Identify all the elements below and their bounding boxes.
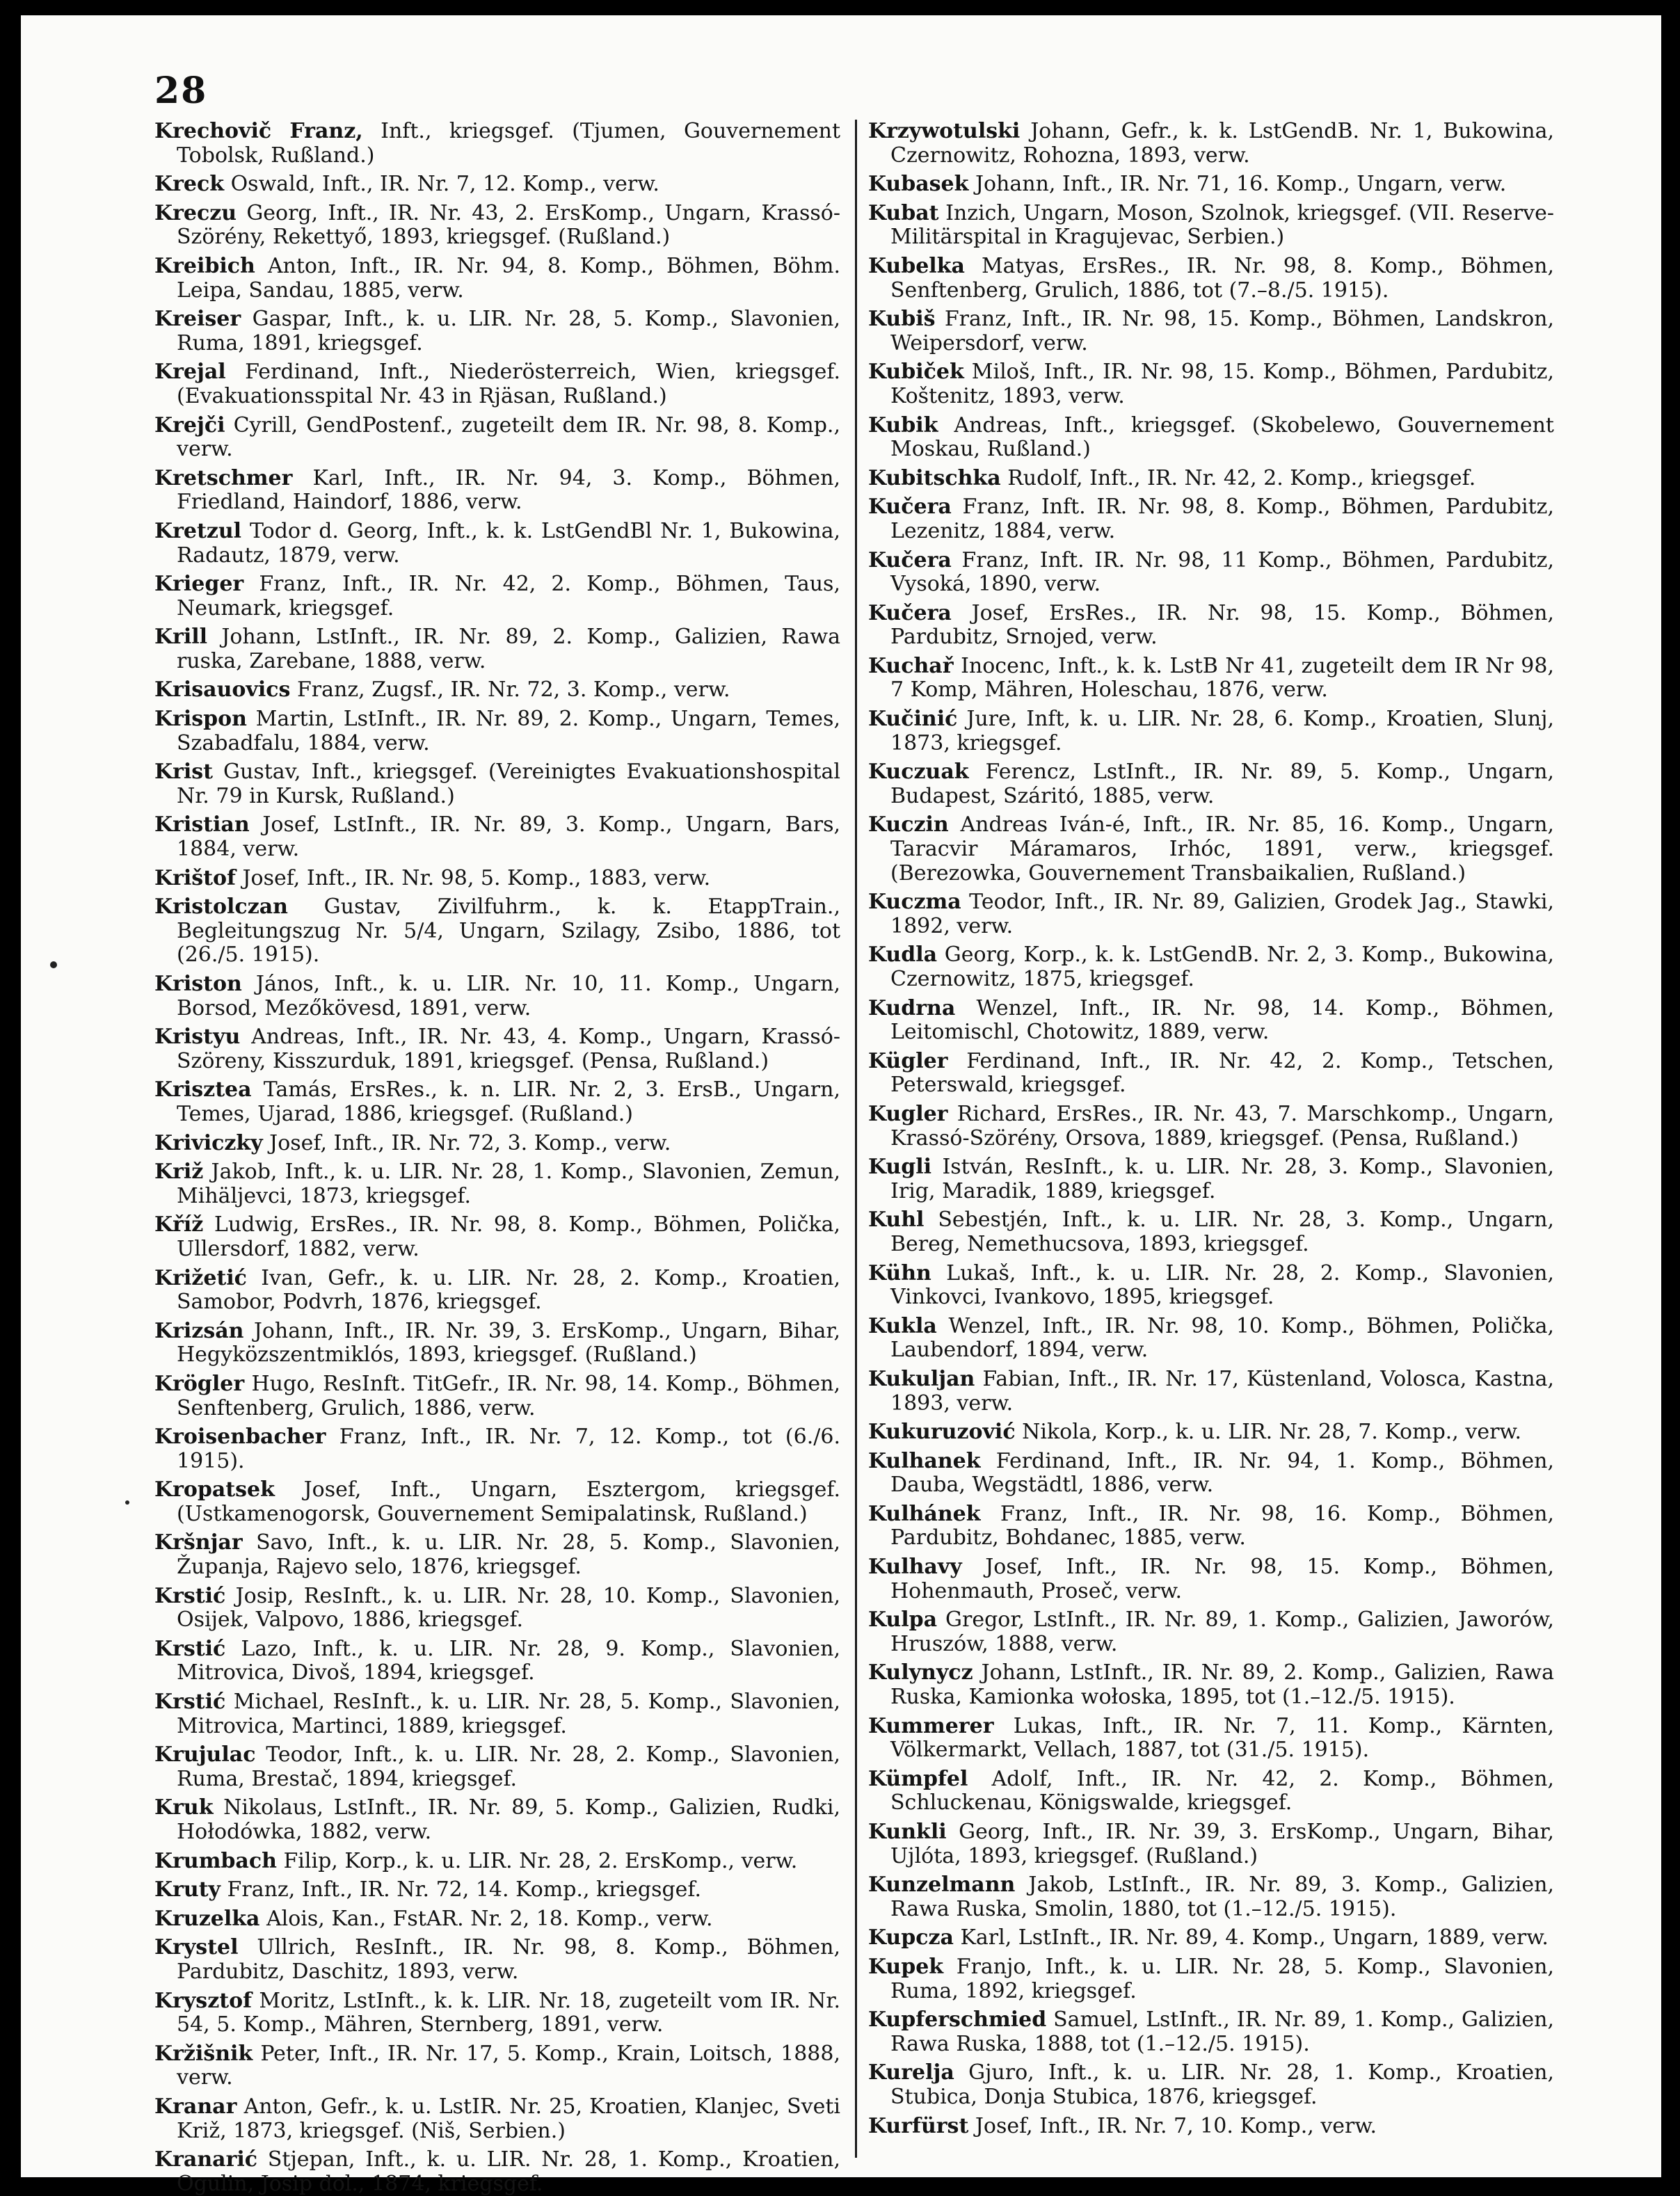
list-entry (868, 813, 1554, 885)
entry-surname: Kriston (154, 972, 242, 996)
entry-surname: Kunkli (868, 1820, 947, 1844)
entry-surname: Kučinić (868, 707, 958, 732)
list-entry (868, 307, 1554, 355)
list-entry (154, 467, 840, 515)
entry-surname: Kukuruzović (868, 1420, 1016, 1445)
entry-surname: Kreibich (154, 253, 255, 278)
list-entry (154, 1850, 840, 1874)
list-entry (154, 1160, 840, 1208)
list-entry (868, 890, 1554, 938)
entry-surname: Kříž (154, 1212, 204, 1237)
list-entry (868, 1955, 1554, 2003)
entry-surname: Kristolczan (154, 895, 288, 920)
entry-details: Andreas, Inft., IR. Nr. 43, 4. Komp., Ungarn, Krassó-Szöreny, Kisszurduk, 1891, kriegsgef. (Pensa, Rußland.) (177, 1025, 840, 1073)
page-number: 28 (154, 70, 208, 112)
entry-surname: Kretschmer (154, 465, 293, 490)
entry-surname: Kreiser (154, 307, 241, 332)
entry-details: Franz, Zugsf., IR. Nr. 72, 3. Komp., verw. (296, 678, 730, 703)
entry-surname: Kubasek (868, 172, 969, 197)
entry-surname: Kučera (868, 600, 952, 625)
entry-details: Ludwig, ErsRes., IR. Nr. 98, 8. Komp., Böhmen, Polička, Ullersdorf, 1882, verw. (177, 1212, 840, 1261)
entry-surname: Kuczma (868, 890, 961, 915)
entry-details: Adolf, Inft., IR. Nr. 42, 2. Komp., Böhmen, Schluckenau, Königswalde, kriegsgef. (890, 1766, 1554, 1816)
entry-surname: Kubat (868, 200, 939, 225)
entry-details: Samuel, LstInft., IR. Nr. 89, 1. Komp., Galizien, Rawa Ruska, 1888, tot (1.–12./5. 1915). (890, 2007, 1554, 2056)
entry-details: Tamás, ErsRes., k. n. LIR. Nr. 2, 3. ErsB., Ungarn, Temes, Ujarad, 1886, kriegsgef. (Rußland.) (177, 1077, 840, 1126)
entry-details: Andreas Iván-é, Inft., IR. Nr. 85, 16. Komp., Ungarn, Taracvir Máramaros, Irhóc, 1891, verw., kriegsgef. (Berezowka, Gouvernement Transbaikalien, Rußland.) (890, 812, 1554, 885)
entry-details: Franz, Inft., IR. Nr. 42, 2. Komp., Böhmen, Taus, Neumark, kriegsgef. (177, 572, 840, 620)
scan-speck (50, 961, 57, 968)
list-entry (868, 1555, 1554, 1603)
entry-details: Jakob, Inft., k. u. LIR. Nr. 28, 1. Komp., Slavonien, Zemun, Mihäljevci, 1873, kriegsgef. (177, 1160, 840, 1208)
entry-details: Inocenc, Inft., k. k. LstB Nr 41, zugeteilt dem IR Nr 98, 7 Komp, Mähren, Holeschau, 1876, verw. (890, 653, 1554, 703)
entry-details: Lukas, Inft., IR. Nr. 7, 11. Komp., Kärnten, Völkermarkt, Vellach, 1887, tot (31./5. 1915). (890, 1713, 1554, 1763)
list-entry (154, 1531, 840, 1579)
list-entry (868, 602, 1554, 650)
list-entry (868, 1873, 1554, 1921)
entry-surname: Kristyu (154, 1025, 241, 1050)
list-entry (868, 1768, 1554, 1816)
list-entry (154, 972, 840, 1020)
list-entry (868, 1262, 1554, 1310)
entry-details: János, Inft., k. u. LIR. Nr. 10, 11. Komp., Ungarn, Borsod, Mezőkövesd, 1891, verw. (177, 972, 840, 1020)
entry-surname: Kubitschka (868, 465, 1001, 490)
entry-surname: Kruzelka (154, 1906, 260, 1931)
entry-details: Josip, ResInft., k. u. LIR. Nr. 28, 10. Komp., Slavonien, Osijek, Valpovo, 1886, kriegsgef. (177, 1583, 840, 1633)
list-entry (154, 1372, 840, 1420)
entry-details: Franz, Inft., IR. Nr. 98, 15. Komp., Böhmen, Landskron, Weipersdorf, verw. (890, 307, 1555, 355)
entry-details: Gregor, LstInft., IR. Nr. 89, 1. Komp., Galizien, Jaworów, Hruszów, 1888, verw. (890, 1608, 1554, 1656)
list-entry (868, 997, 1554, 1045)
entry-details: Todor d. Georg, Inft., k. k. LstGendBl Nr. 1, Bukowina, Radautz, 1879, verw. (177, 518, 840, 568)
list-entry (868, 1103, 1554, 1151)
list-entry (154, 1585, 840, 1633)
list-entry (868, 1208, 1554, 1256)
entry-details: Lazo, Inft., k. u. LIR. Nr. 28, 9. Komp., Slavonien, Mitrovica, Divoš, 1894, kriegsgef. (177, 1636, 840, 1685)
entry-details: Peter, Inft., IR. Nr. 17, 5. Komp., Krain, Loitsch, 1888, verw. (177, 2041, 840, 2090)
list-entry (154, 1690, 840, 1738)
entry-details: Franz, Inft., IR. Nr. 98, 16. Komp., Böhmen, Pardubitz, Bohdanec, 1885, verw. (890, 1501, 1554, 1550)
entry-details: Josef, Inft., IR. Nr. 7, 10. Komp., verw. (975, 2113, 1377, 2138)
entry-surname: Kurelja (868, 2060, 954, 2085)
entry-surname: Kranarić (154, 2147, 258, 2172)
scan-speck (125, 1500, 129, 1505)
list-entry (868, 707, 1554, 755)
entry-details: Ullrich, ResInft., IR. Nr. 98, 8. Komp., Böhmen, Pardubitz, Daschitz, 1893, verw. (177, 1935, 840, 1984)
entry-details: Lukaš, Inft., k. u. LIR. Nr. 28, 2. Komp., Slavonien, Vinkovci, Ivankovo, 1895, kriegsgef. (890, 1260, 1554, 1310)
entry-details: Franz, Inft., IR. Nr. 72, 14. Komp., kriegsgef. (227, 1877, 702, 1902)
entry-surname: Kulynycz (868, 1660, 973, 1685)
entry-surname: Kubiš (868, 307, 936, 332)
entry-surname: Krejči (154, 412, 225, 438)
entry-details: Georg, Inft., IR. Nr. 39, 3. ErsKomp., Ungarn, Bihar, Ujlóta, 1893, kriegsgef. (Rußland.) (890, 1820, 1554, 1868)
list-entry (868, 1450, 1554, 1498)
list-entry (868, 255, 1554, 303)
entry-details: Nikola, Korp., k. u. LIR. Nr. 28, 7. Komp., verw. (1022, 1420, 1522, 1445)
entry-details: Johann, Inft., IR. Nr. 71, 16. Komp., Ungarn, verw. (975, 172, 1507, 197)
list-entry (154, 120, 840, 168)
list-entry (868, 1368, 1554, 1416)
entry-details: Matyas, ErsRes., IR. Nr. 98, 8. Komp., Böhmen, Senftenberg, Grulich, 1886, tot (7.–8./5. 1915). (890, 253, 1554, 303)
list-entry (154, 1907, 840, 1932)
entry-details: Inft., kriegsgef. (Tjumen, Gouvernement Tobolsk, Rußland.) (177, 119, 840, 168)
entry-details: Gaspar, Inft., k. u. LIR. Nr. 28, 5. Komp., Slavonien, Ruma, 1891, kriegsgef. (177, 307, 840, 355)
entry-details: Rudolf, Inft., IR. Nr. 42, 2. Komp., kriegsgef. (1007, 465, 1476, 490)
entry-details: Karl, LstInft., IR. Nr. 89, 4. Komp., Ungarn, 1889, verw. (960, 1925, 1549, 1950)
list-entry (868, 120, 1554, 168)
list-entry (154, 173, 840, 197)
entry-surname: Krzywotulski (868, 119, 1021, 143)
list-entry (154, 625, 840, 673)
list-entry (154, 1989, 840, 2037)
entry-surname: Krisztea (154, 1077, 252, 1103)
list-entry (868, 2061, 1554, 2109)
list-entry (868, 655, 1554, 703)
list-entry (868, 1715, 1554, 1763)
entry-details: Michael, ResInft., k. u. LIR. Nr. 28, 5. Komp., Slavonien, Mitrovica, Martinci, 1889, kriegsgef. (177, 1690, 840, 1738)
entry-details: Ferdinand, Inft., Niederösterreich, Wien, kriegsgef. (Evakuationsspital Nr. 43 in Rjäsan, Rußland.) (177, 360, 840, 408)
entry-surname: Kulhavy (868, 1555, 962, 1580)
list-entry (154, 1796, 840, 1844)
entry-details: Anton, Gefr., k. u. LstIR. Nr. 25, Kroatien, Klanjec, Sveti Križ, 1873, kriegsgef. (Niš, Serbien.) (177, 2094, 840, 2143)
list-entry (154, 1425, 840, 1473)
list-entry (868, 943, 1554, 991)
entry-surname: Kršnjar (154, 1530, 243, 1555)
entry-surname: Krieger (154, 572, 244, 597)
list-entry (154, 1637, 840, 1685)
entry-details: Stjepan, Inft., k. u. LIR. Nr. 28, 1. Komp., Kroatien, Ogulin, Josip dol., 1874, kriegsgef. (177, 2147, 840, 2196)
entry-details: Wenzel, Inft., IR. Nr. 98, 14. Komp., Böhmen, Leitomischl, Chotowitz, 1889, verw. (890, 995, 1554, 1045)
entry-details: Georg, Korp., k. k. LstGendB. Nr. 2, 3. Komp., Bukowina, Czernowitz, 1875, kriegsgef. (890, 943, 1554, 991)
list-entry (154, 1025, 840, 1073)
list-entry (868, 495, 1554, 543)
list-entry (868, 1661, 1554, 1709)
entry-details: Johann, Gefr., k. k. LstGendB. Nr. 1, Bukowina, Czernowitz, Rohozna, 1893, verw. (890, 119, 1554, 168)
entry-details: Anton, Inft., IR. Nr. 94, 8. Komp., Böhmen, Böhm. Leipa, Sandau, 1885, verw. (177, 253, 840, 303)
entry-details: Josef, Inft., IR. Nr. 98, 15. Komp., Böhmen, Hohenmauth, Proseč, verw. (890, 1555, 1554, 1603)
entry-details: Hugo, ResInft. TitGefr., IR. Nr. 98, 14. Komp., Böhmen, Senftenberg, Grulich, 1886, verw. (177, 1371, 840, 1420)
entry-details: Ferdinand, Inft., IR. Nr. 94, 1. Komp., Böhmen, Dauba, Wegstädtl, 1886, verw. (890, 1448, 1554, 1498)
list-entry (868, 1420, 1554, 1445)
list-entry (154, 1213, 840, 1261)
entry-details: Josef, Inft., IR. Nr. 72, 3. Komp., verw. (269, 1130, 671, 1155)
entry-surname: Kulhánek (868, 1501, 981, 1526)
entry-surname: Kubiček (868, 360, 964, 385)
entry-surname: Kreck (154, 172, 225, 197)
entry-surname: Kurfürst (868, 2113, 969, 2138)
list-entry (868, 414, 1554, 462)
entry-details: Richard, ErsRes., IR. Nr. 43, 7. Marschkomp., Ungarn, Krassó-Szörény, Orsova, 1889, kriegsgef. (Pensa, Rußland.) (890, 1101, 1554, 1151)
list-entry (154, 1478, 840, 1526)
list-entry (868, 360, 1554, 408)
list-entry (154, 1320, 840, 1368)
entry-surname: Kranar (154, 2094, 237, 2119)
entry-surname: Kruty (154, 1877, 221, 1902)
entry-details: Josef, Inft., IR. Nr. 98, 5. Komp., 1883, verw. (242, 865, 711, 890)
entry-surname: Kühn (868, 1260, 931, 1285)
list-entry (868, 549, 1554, 597)
entry-surname: Kristian (154, 812, 250, 837)
entry-surname: Krill (154, 625, 208, 650)
entry-details: Teodor, Inft., k. u. LIR. Nr. 28, 2. Komp., Slavonien, Ruma, Brestač, 1894, kriegsgef. (177, 1742, 840, 1791)
entry-details: Nikolaus, LstInft., IR. Nr. 89, 5. Komp., Galizien, Rudki, Hołodówka, 1882, verw. (177, 1795, 840, 1844)
entry-surname: Kudla (868, 943, 938, 968)
entry-details: Sebestjén, Inft., k. u. LIR. Nr. 28, 3. Komp., Ungarn, Bereg, Nemethucsova, 1893, kriegsgef. (890, 1208, 1554, 1256)
entry-details: Savo, Inft., k. u. LIR. Nr. 28, 5. Komp., Slavonien, Županja, Rajevo selo, 1876, kriegsgef. (177, 1530, 840, 1580)
entry-surname: Kunzelmann (868, 1873, 1016, 1898)
entry-details: Wenzel, Inft., IR. Nr. 98, 10. Komp., Böhmen, Polička, Laubendorf, 1894, verw. (890, 1313, 1554, 1363)
entry-details: Josef, ErsRes., IR. Nr. 98, 15. Komp., Böhmen, Pardubitz, Srnojed, verw. (890, 600, 1554, 650)
entry-surname: Kukuljan (868, 1366, 975, 1391)
entry-details: Martin, LstInft., IR. Nr. 89, 2. Komp., Ungarn, Temes, Szabadfalu, 1884, verw. (177, 707, 840, 755)
list-entry (154, 1878, 840, 1902)
document-page (21, 15, 1661, 2196)
entry-surname: Krisauovics (154, 678, 291, 703)
entry-surname: Kudrna (868, 995, 956, 1020)
entry-surname: Kupferschmied (868, 2007, 1047, 2033)
list-entry (868, 1926, 1554, 1950)
list-entry (154, 678, 840, 703)
entry-surname: Kummerer (868, 1713, 994, 1738)
list-entry (868, 2008, 1554, 2056)
entry-surname: Krištof (154, 865, 236, 890)
entry-surname: Krizsán (154, 1318, 244, 1343)
entry-surname: Krstić (154, 1636, 226, 1661)
list-entry (868, 1315, 1554, 1363)
entry-surname: Kretzul (154, 518, 242, 543)
entry-surname: Kümpfel (868, 1766, 968, 1791)
entry-surname: Krumbach (154, 1848, 277, 1873)
list-entry (154, 360, 840, 408)
list-entry (868, 1608, 1554, 1656)
entry-details: Alois, Kan., FstAR. Nr. 2, 18. Komp., verw. (266, 1906, 713, 1931)
list-entry (154, 867, 840, 891)
entry-details: Josef, LstInft., IR. Nr. 89, 3. Komp., Ungarn, Bars, 1884, verw. (177, 812, 840, 862)
entry-surname: Križ (154, 1160, 204, 1185)
entry-details: Franz, Inft., IR. Nr. 7, 12. Komp., tot (6./6. 1915). (177, 1425, 840, 1473)
list-entry (154, 255, 840, 303)
entry-surname: Kulpa (868, 1608, 938, 1633)
list-entry (154, 760, 840, 808)
entry-details: Gustav, Inft., kriegsgef. (Vereinigtes Evakuationshospital Nr. 79 in Kursk, Rußland.) (177, 760, 840, 808)
entry-details: Moritz, LstInft., k. k. LIR. Nr. 18, zugeteilt vom IR. Nr. 54, 5. Komp., Mähren, Sternberg, 1891, verw. (177, 1988, 840, 2037)
entry-surname: Krispon (154, 707, 247, 732)
list-entry (154, 2095, 840, 2143)
entry-details: Fabian, Inft., IR. Nr. 17, Küstenland, Volosca, Kastna, 1893, verw. (890, 1366, 1554, 1416)
list-entry (868, 173, 1554, 197)
entry-details: István, ResInft., k. u. LIR. Nr. 28, 3. Komp., Slavonien, Irig, Maradik, 1889, kriegsgef. (890, 1155, 1554, 1203)
entry-surname: Kuchař (868, 653, 954, 678)
entry-surname: Krstić (154, 1583, 226, 1608)
list-entry (868, 1155, 1554, 1203)
entry-details: Franjo, Inft., k. u. LIR. Nr. 28, 5. Komp., Slavonien, Ruma, 1892, kriegsgef. (890, 1954, 1554, 2003)
entry-details: Ferdinand, Inft., IR. Nr. 42, 2. Komp., Tetschen, Peterswald, kriegsgef. (890, 1048, 1554, 1098)
entry-surname: Kuczin (868, 812, 949, 837)
list-entry (154, 1267, 840, 1315)
entry-surname: Kubelka (868, 253, 965, 278)
list-entry (868, 202, 1554, 250)
list-entry (154, 813, 840, 861)
entry-surname: Križetić (154, 1265, 247, 1290)
entry-details: Karl, Inft., IR. Nr. 94, 3. Komp., Böhmen, Friedland, Haindorf, 1886, verw. (177, 465, 840, 515)
entry-details: Johann, Inft., IR. Nr. 39, 3. ErsKomp., Ungarn, Bihar, Hegyközszentmiklós, 1893, kriegsgef. (Rußland.) (177, 1318, 840, 1368)
list-entry (868, 1050, 1554, 1098)
entry-surname: Kučera (868, 495, 952, 520)
list-entry (154, 2148, 840, 2196)
entry-surname: Krystel (154, 1935, 239, 1960)
entry-surname: Kukla (868, 1313, 937, 1338)
entry-details: Cyrill, GendPostenf., zugeteilt dem IR. Nr. 98, 8. Komp., verw. (177, 412, 840, 462)
entry-surname: Kržišnik (154, 2041, 253, 2066)
entry-surname: Kupek (868, 1954, 944, 1979)
list-entry (154, 1132, 840, 1156)
entry-surname: Kugler (868, 1101, 948, 1126)
entry-surname: Kuczuak (868, 760, 969, 785)
list-entry (154, 307, 840, 355)
entry-surname: Krstić (154, 1690, 226, 1715)
column-divider (855, 120, 857, 2158)
entry-details: Franz, Inft. IR. Nr. 98, 11 Komp., Böhmen, Pardubitz, Vysoká, 1890, verw. (890, 547, 1554, 597)
entry-surname: Kügler (868, 1048, 948, 1073)
entry-surname: Kuhl (868, 1208, 925, 1233)
entry-surname: Krujulac (154, 1742, 256, 1768)
entry-details: Andreas, Inft., kriegsgef. (Skobelewo, Gouvernement Moskau, Rußland.) (890, 412, 1554, 462)
list-entry (154, 895, 840, 968)
entry-surname: Krögler (154, 1371, 245, 1396)
entry-details: Jakob, LstInft., IR. Nr. 89, 3. Komp., Galizien, Rawa Ruska, Smolin, 1880, tot (1.–12./5. 1915). (890, 1873, 1554, 1921)
entry-details: Gjuro, Inft., k. u. LIR. Nr. 28, 1. Komp., Kroatien, Stubica, Donja Stubica, 1876, kriegsgef. (890, 2060, 1554, 2109)
entry-details: Johann, LstInft., IR. Nr. 89, 2. Komp., Galizien, Rawa Ruska, Kamionka wołoska, 1895, tot (1.–12./5. 1915). (890, 1660, 1554, 1710)
entry-details: Miloš, Inft., IR. Nr. 98, 15. Komp., Böhmen, Pardubitz, Koštenitz, 1893, verw. (890, 360, 1554, 408)
entry-details: Ivan, Gefr., k. u. LIR. Nr. 28, 2. Komp., Kroatien, Samobor, Podvrh, 1876, kriegsgef. (177, 1265, 841, 1315)
list-entry (154, 202, 840, 250)
entry-surname: Kulhanek (868, 1448, 981, 1473)
entry-surname: Kroisenbacher (154, 1425, 326, 1450)
list-entry (868, 760, 1554, 808)
entry-surname: Kreczu (154, 200, 237, 225)
list-entry (154, 707, 840, 755)
entry-surname: Krysztof (154, 1988, 253, 2013)
entry-surname: Krejal (154, 360, 226, 385)
entry-details: Inzich, Ungarn, Moson, Szolnok, kriegsgef. (VII. Reserve-Militärspital in Kragujevac, Serbien.) (890, 200, 1554, 250)
entry-surname: Kruk (154, 1795, 214, 1820)
left-column (154, 119, 841, 2196)
entry-surname: Kučera (868, 547, 952, 572)
list-entry (154, 414, 840, 462)
list-entry (154, 2042, 840, 2090)
list-entry (154, 1078, 840, 1126)
entry-details: Georg, Inft., IR. Nr. 43, 2. ErsKomp., Ungarn, Krassó-Szörény, Rekettyő, 1893, kriegsgef. (Rußland.) (177, 200, 840, 250)
entry-surname: Kropatsek (154, 1477, 275, 1502)
right-column (868, 120, 1554, 2161)
entry-surname: Krist (154, 760, 214, 785)
entry-details: Ferencz, LstInft., IR. Nr. 89, 5. Komp., Ungarn, Budapest, Száritó, 1885, verw. (890, 760, 1554, 808)
entry-surname: Kupcza (868, 1925, 954, 1950)
entry-details: Filip, Korp., k. u. LIR. Nr. 28, 2. ErsKomp., verw. (283, 1848, 798, 1873)
entry-details: Franz, Inft. IR. Nr. 98, 8. Komp., Böhmen, Pardubitz, Lezenitz, 1884, verw. (890, 495, 1554, 543)
list-entry (154, 1936, 840, 1984)
list-entry (868, 1502, 1554, 1550)
entry-details: Josef, Inft., Ungarn, Esztergom, kriegsgef. (Ustkamenogorsk, Gouvernement Semipalatinsk, Rußland.) (177, 1477, 840, 1526)
entry-details: Jure, Inft, k. u. LIR. Nr. 28, 6. Komp., Kroatien, Slunj, 1873, kriegsgef. (890, 707, 1554, 755)
entry-details: Johann, LstInft., IR. Nr. 89, 2. Komp., Galizien, Rawa ruska, Zarebane, 1888, verw. (177, 625, 840, 673)
entry-surname: Krechovič Franz, (154, 119, 363, 143)
entry-surname: Kriviczky (154, 1130, 263, 1155)
entry-details: Gustav, Zivilfuhrm., k. k. EtappTrain., Begleitungszug Nr. 5/4, Ungarn, Szilagy, Zsibo, 1886, tot (26./5. 1915). (177, 895, 841, 968)
entry-surname: Kubik (868, 412, 938, 438)
list-entry (154, 1743, 840, 1791)
list-entry (868, 467, 1554, 491)
list-entry (154, 572, 840, 620)
list-entry (868, 2115, 1554, 2139)
entry-surname: Kugli (868, 1155, 931, 1180)
entry-details: Oswald, Inft., IR. Nr. 7, 12. Komp., verw. (230, 172, 659, 197)
list-entry (868, 1820, 1554, 1868)
list-entry (154, 520, 840, 568)
entry-details: Teodor, Inft., IR. Nr. 89, Galizien, Grodek Jag., Stawki, 1892, verw. (890, 890, 1554, 938)
